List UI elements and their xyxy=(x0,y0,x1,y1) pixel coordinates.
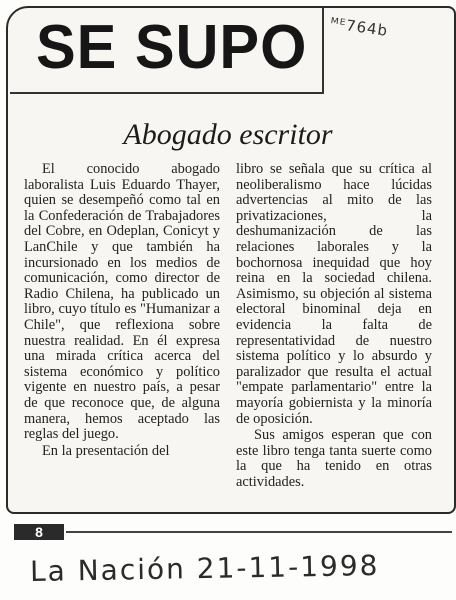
section-header-frame xyxy=(10,8,324,94)
column-2-paragraph-2: Sus amigos esperan que con este libro tenga tanta suerte como la que ha tenido en otras actividades. xyxy=(236,427,432,490)
column-1-paragraph-1: El conocido abogado laboralista Luis Eduardo Thayer, quien se desempeñó como tal en la Confederación de Trabajadores del Cobre, en Odeplan, Conicyt y LanChile y que también ha incursionado en los medios de comunicación, como director de Radio Chilena, ha publicado un libro, cuyo título es "Humanizar a Chile", que reflexiona sobre nuestra realidad. En él expresa una mirada crítica acerca del sistema económico y político vigente en nuestro país, a pesar de que reconoce que, de alguna manera, hemos aceptado las reglas del juego. xyxy=(24,161,220,443)
page-number: 8 xyxy=(14,524,64,540)
handwritten-source-note: La Nación 21-11-1998 xyxy=(29,548,380,589)
article-headline: Abogado escritor xyxy=(123,118,333,151)
page-rule-divider xyxy=(66,531,452,533)
column-1-paragraph-2: En la presentación del xyxy=(42,442,170,459)
article-column-1 xyxy=(24,162,220,459)
handwritten-archive-code: ᴹᴱ764b xyxy=(329,14,390,40)
column-2-paragraph-1: libro se señala que su crítica al neoliberalismo hace lúcidas advertencias al mito de las privatizaciones, la deshumanización de las relaciones laborales y la bochornosa inequidad que hoy reina en la sociedad chilena. Asimismo, su objeción al sistema electoral binominal deja en evidencia la falta de representatividad de nuestro sistema político y lo absurdo y paralizador que resulta el actual "empate parlamentario" entre la mayoría gobiernista y la minoría de oposición. xyxy=(236,161,432,427)
article-column-2 xyxy=(236,162,432,490)
section-title: SE SUPO xyxy=(36,13,308,82)
